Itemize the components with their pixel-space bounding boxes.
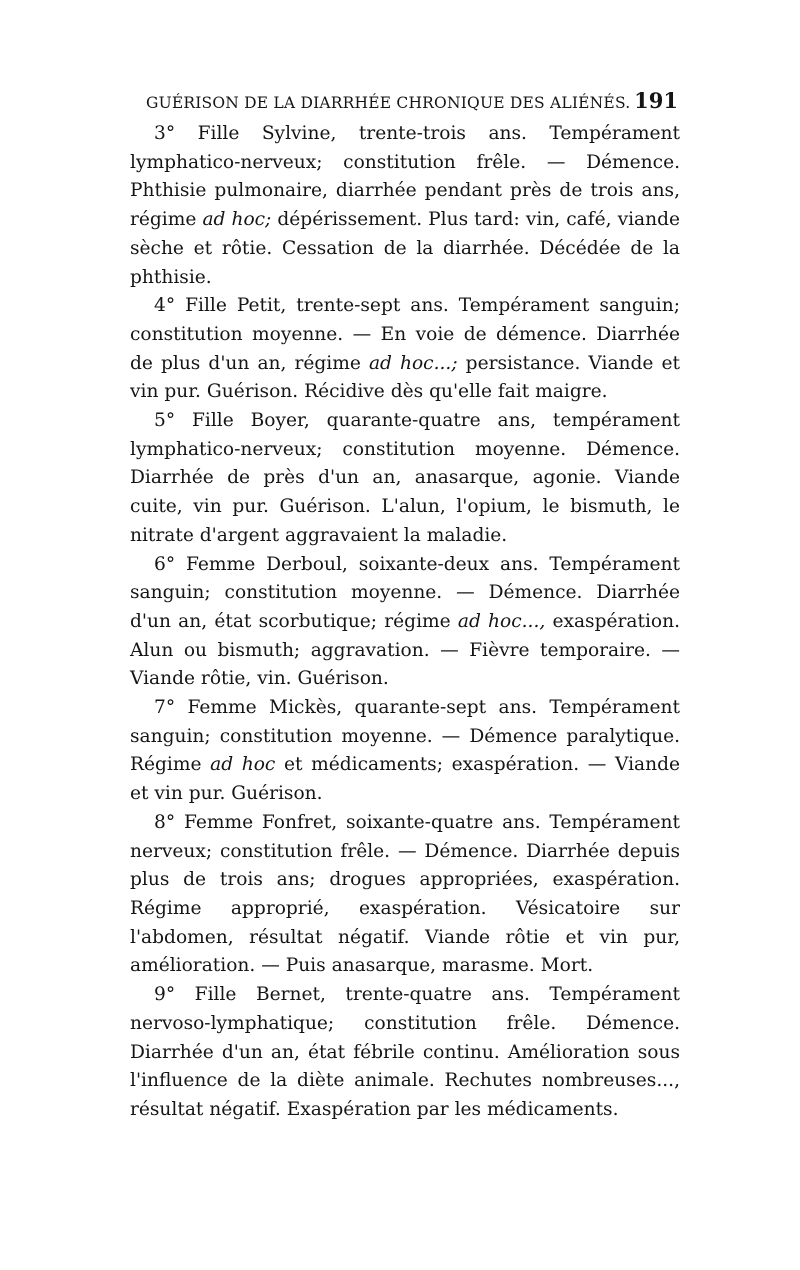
page-number: 191 [634,88,678,113]
running-head [130,88,680,120]
body-text [130,120,680,1125]
case-paragraph-5: 5° Fille Boyer, quarante-quatre ans, tempérament lymphatico-nerveux; constitution moyenne. Démence. Diarrhée de près d'un an, anasarque, agonie. Viande cuite, vin pur. Guérison. L'alun, l'opium, le bismuth, le nitrate d'argent aggravaient la maladie. [130,410,680,546]
case-paragraph-4: 4° Fille Petit, trente-sept ans. Tempérament sanguin; constitution moyenne. — En voie de démence. Diarrhée de plus d'un an, régime ad hoc...; persistance. Viande et vin pur. Guérison. Récidive dès qu'elle fait maigre. [130,295,680,403]
case-paragraph-6: 6° Femme Derboul, soixante-deux ans. Tempérament sanguin; constitution moyenne. — Démence. Diarrhée d'un an, état scorbutique; régime ad hoc..., exaspération. Alun ou bismuth; aggravation. — Fièvre temporaire. — Viande rôtie, vin. Guérison. [130,553,680,690]
case-paragraph-3: 3° Fille Sylvine, trente-trois ans. Tempérament lymphatico-nerveux; constitution frêle. — Démence. Phthisie pulmonaire, diarrhée pendant près de trois ans, régime ad hoc; dépérissement. Plus tard: vin, café, viande sèche et rôtie. Cessation de la diarrhée. Décédée de la phthisie. [130,123,680,288]
book-page [130,88,680,1125]
case-paragraph-9: 9° Fille Bernet, trente-quatre ans. Tempérament nervoso-lymphatique; constitution frêle. Démence. Diarrhée d'un an, état fébrile continu. Amélioration sous l'influence de la diète animale. Rechutes nombreuses..., résultat négatif. Exaspération par les médicaments. [130,984,680,1120]
case-paragraph-7: 7° Femme Mickès, quarante-sept ans. Tempérament sanguin; constitution moyenne. — Démence paralytique. Régime ad hoc et médicaments; exaspération. — Viande et vin pur. Guérison. [130,697,681,805]
case-paragraph-8: 8° Femme Fonfret, soixante-quatre ans. Tempérament nerveux; constitution frêle. — Démence. Diarrhée depuis plus de trois ans; drogues appropriées, exaspération. Régime approprié, exaspération. Vésicatoire sur l'abdomen, résultat négatif. Viande rôtie et vin pur, amélioration. — Puis anasarque, marasme. Mort. [130,811,680,977]
running-title: GUÉRISON DE LA DIARRHÉE CHRONIQUE DES ALIÉNÉS. [146,94,631,112]
